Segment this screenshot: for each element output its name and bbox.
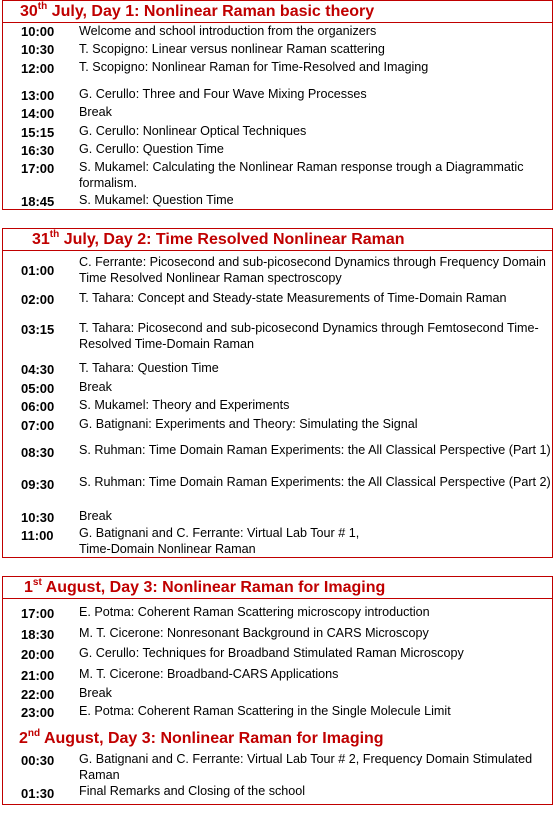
session-text: S. Mukamel: Theory and Experiments	[79, 398, 290, 412]
session-text: T. Tahara: Concept and Steady-state Measurements of Time-Domain Raman	[79, 291, 507, 305]
session-text: G. Cerullo: Techniques for Broadband Stimulated Raman Microscopy	[79, 646, 464, 660]
time: 02:00	[21, 292, 55, 307]
time: 01:30	[21, 786, 55, 801]
time: 18:30	[21, 627, 55, 642]
session-text: S. Ruhman: Time Domain Raman Experiments: the All Classical Perspective (Part 2)	[79, 475, 551, 489]
time: 03:15	[21, 322, 55, 337]
time: 07:00	[21, 418, 55, 433]
time: 00:30	[21, 753, 55, 768]
time: 14:00	[21, 106, 55, 121]
day-1-header	[3, 1, 552, 23]
time: 09:30	[21, 477, 55, 492]
time: 08:30	[21, 445, 55, 460]
day-2-title-text: July, Day 2: Time Resolved Nonlinear Raman	[59, 231, 405, 248]
time: 15:15	[21, 125, 55, 140]
day-3-header	[3, 577, 552, 599]
time: 16:30	[21, 143, 55, 158]
session-text: T. Scopigno: Nonlinear Raman for Time-Resolved and Imaging	[79, 60, 429, 74]
day-3-title-text: August, Day 3: Nonlinear Raman for Imaging	[41, 579, 386, 596]
session-text: Break	[79, 105, 112, 119]
day-4-title-suffix: nd	[27, 727, 41, 739]
session-text: S. Ruhman: Time Domain Raman Experiments: the All Classical Perspective (Part 1)	[79, 443, 551, 457]
time: 05:00	[21, 381, 55, 396]
time: 10:00	[21, 24, 55, 39]
session-text: G. Batignani and C. Ferrante: Virtual Lab Tour # 1, Time-Domain Nonlinear Raman	[79, 526, 360, 556]
day-2-title-suffix: th	[49, 228, 60, 240]
day-4-title	[19, 729, 384, 749]
session-text: M. T. Cicerone: Broadband-CARS Applications	[79, 667, 339, 681]
session-text: S. Mukamel: Question Time	[79, 193, 234, 207]
session-text: Break	[79, 380, 112, 394]
time: 06:00	[21, 399, 55, 414]
session-text: S. Mukamel: Calculating the Nonlinear Raman response trough a Diagrammatic formalism.	[79, 160, 524, 190]
time: 10:30	[21, 42, 55, 57]
session-text: E. Potma: Coherent Raman Scattering in the Single Molecule Limit	[79, 704, 451, 718]
session-text: G. Cerullo: Three and Four Wave Mixing Processes	[79, 87, 367, 101]
session-text: E. Potma: Coherent Raman Scattering microscopy introduction	[79, 605, 430, 619]
session-text: T. Scopigno: Linear versus nonlinear Raman scattering	[79, 42, 385, 56]
time: 17:00	[21, 606, 55, 621]
day-4-title-text: August, Day 3: Nonlinear Raman for Imaging	[40, 730, 384, 747]
session-text: G. Batignani and C. Ferrante: Virtual Lab Tour # 2, Frequency Domain Stimulated Raman	[79, 752, 533, 782]
time: 21:00	[21, 668, 55, 683]
day-2-header	[3, 229, 552, 251]
time: 11:00	[21, 528, 54, 543]
session-text: C. Ferrante: Picosecond and sub-picosecond Dynamics through Frequency Domain Time Resolved Nonlinear Raman spectroscopy	[79, 255, 546, 285]
session-text: T. Tahara: Picosecond and sub-picosecond Dynamics through Femtosecond Time-Resolved Time-Domain Raman	[79, 321, 539, 351]
time: 13:00	[21, 88, 55, 103]
time: 12:00	[21, 61, 55, 76]
session-text: G. Cerullo: Nonlinear Optical Techniques	[79, 124, 307, 138]
day-4-title-number: 2	[19, 730, 28, 747]
day-1-box	[2, 0, 553, 210]
time: 22:00	[21, 687, 55, 702]
session-text: Final Remarks and Closing of the school	[79, 784, 306, 798]
session-text: G. Cerullo: Question Time	[79, 142, 224, 156]
session-text: Welcome and school introduction from the organizers	[79, 24, 377, 38]
time: 17:00	[21, 161, 55, 176]
day-3-box	[2, 576, 553, 805]
session-text: M. T. Cicerone: Nonresonant Background in CARS Microscopy	[79, 626, 429, 640]
day-1-title-number: 30	[20, 3, 38, 20]
time: 23:00	[21, 705, 55, 720]
day-1-title-text: July, Day 1: Nonlinear Raman basic theory	[47, 3, 375, 20]
time: 01:00	[21, 263, 55, 278]
time: 10:30	[21, 510, 55, 525]
day-3-title-number: 1	[24, 579, 33, 596]
day-1-title-suffix: th	[37, 0, 48, 12]
session-text: T. Tahara: Question Time	[79, 361, 219, 375]
session-text: Break	[79, 686, 112, 700]
day-2-title-number: 31	[32, 231, 50, 248]
session-text: G. Batignani: Experiments and Theory: Simulating the Signal	[79, 417, 418, 431]
day-3-title-suffix: st	[32, 576, 42, 588]
time: 20:00	[21, 647, 55, 662]
session-text: Break	[79, 509, 112, 523]
day-2-box	[2, 228, 553, 558]
time: 04:30	[21, 362, 55, 377]
time: 18:45	[21, 194, 55, 209]
